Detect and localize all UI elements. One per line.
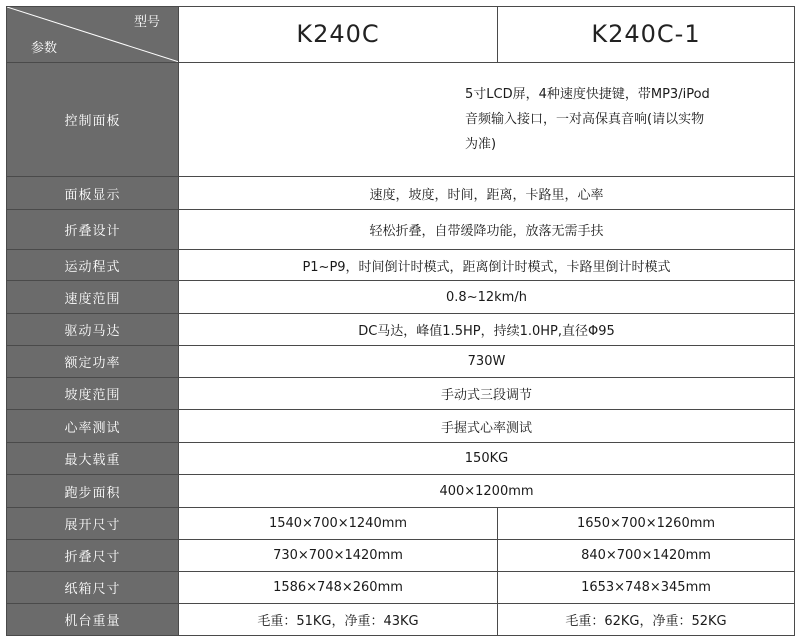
row-value: 手握式心率测试	[179, 410, 795, 443]
table-row	[7, 443, 795, 475]
row-value: DC马达，峰值1.5HP，持续1.0HP,直径Φ95	[179, 314, 795, 346]
spec-table	[6, 6, 795, 636]
row-label: 跑步面积	[7, 475, 179, 508]
row-value-k240c: 毛重：51KG，净重：43KG	[179, 603, 498, 635]
row-value: 0.8~12km/h	[179, 281, 795, 314]
row-value: 5寸LCD屏，4种速度快捷键，带MP3/iPod音频输入接口，一对高保真音响(请以实物为准)	[179, 62, 795, 176]
model-header-label: 型号	[133, 15, 160, 30]
table-row	[7, 314, 795, 346]
row-label: 折叠尺寸	[7, 539, 179, 571]
row-value: 400×1200mm	[179, 475, 795, 508]
model-name-k240c: K240C	[179, 7, 498, 63]
row-value-k240c: 1540×700×1240mm	[179, 508, 498, 540]
model-name-k240c-1: K240C-1	[498, 7, 795, 63]
table-row	[7, 281, 795, 314]
table-row	[7, 378, 795, 410]
row-label: 额定功率	[7, 346, 179, 378]
row-value-k240c-1: 1650×700×1260mm	[498, 508, 795, 540]
row-value: 150KG	[179, 443, 795, 475]
table-row	[7, 210, 795, 250]
table-row	[7, 410, 795, 443]
param-header-label: 参数	[31, 40, 58, 56]
row-label: 心率测试	[7, 410, 179, 443]
row-label: 控制面板	[7, 62, 179, 176]
row-value: 手动式三段调节	[179, 378, 795, 410]
row-label: 运动程式	[7, 250, 179, 281]
row-value: P1~P9，时间倒计时模式，距离倒计时模式，卡路里倒计时模式	[179, 250, 795, 281]
table-row	[7, 250, 795, 281]
row-value-k240c-1: 毛重：62KG，净重：52KG	[498, 603, 795, 635]
row-label: 面板显示	[7, 177, 179, 210]
row-label: 纸箱尺寸	[7, 571, 179, 603]
row-value-k240c: 1586×748×260mm	[179, 571, 498, 603]
row-value: 730W	[179, 346, 795, 378]
row-value-k240c: 730×700×1420mm	[179, 539, 498, 571]
row-value: 轻松折叠，自带缓降功能，放落无需手扶	[179, 210, 795, 250]
row-value-k240c-1: 840×700×1420mm	[498, 539, 795, 571]
table-row	[7, 346, 795, 378]
header-row	[7, 7, 795, 63]
table-row	[7, 508, 795, 540]
row-label: 驱动马达	[7, 314, 179, 346]
table-row	[7, 571, 795, 603]
table-row	[7, 62, 795, 176]
table-row	[7, 177, 795, 210]
row-label: 速度范围	[7, 281, 179, 314]
table-row	[7, 539, 795, 571]
row-value: 速度，坡度，时间，距离，卡路里，心率	[179, 177, 795, 210]
header-corner-cell	[7, 7, 179, 63]
row-label: 展开尺寸	[7, 508, 179, 540]
table-row	[7, 475, 795, 508]
row-value-k240c-1: 1653×748×345mm	[498, 571, 795, 603]
table-row	[7, 603, 795, 635]
row-label: 坡度范围	[7, 378, 179, 410]
row-label: 折叠设计	[7, 210, 179, 250]
row-label: 机台重量	[7, 603, 179, 635]
row-label: 最大载重	[7, 443, 179, 475]
